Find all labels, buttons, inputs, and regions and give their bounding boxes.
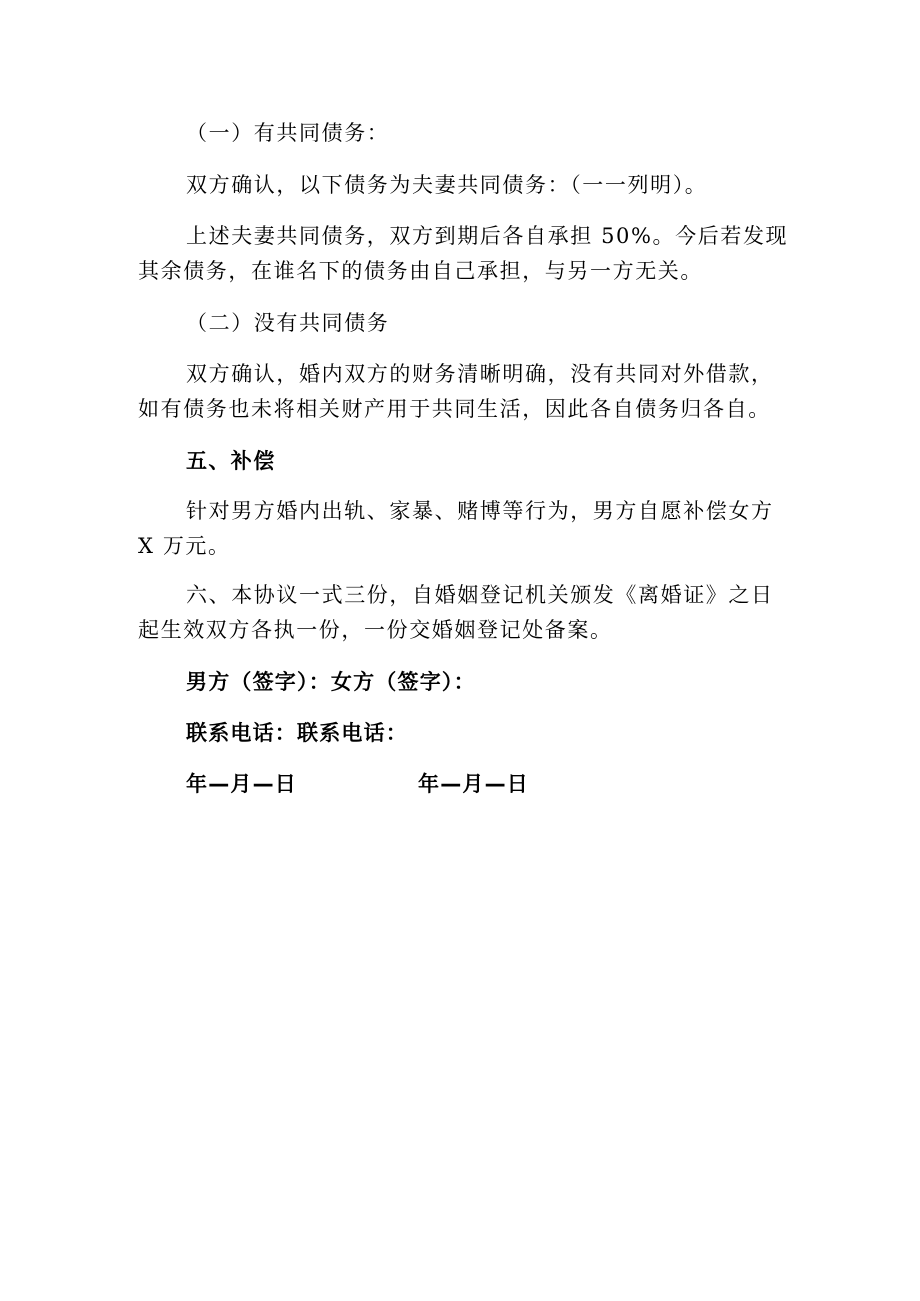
debt-none-paragraph: 双方确认，婚内双方的财务清晰明确，没有共同对外借款， 如有债务也未将相关财产用于共同生活，因此各自债务归各自。 [138,362,774,421]
date-right: 年—月—日 [418,772,529,796]
debt-common-heading: （一）有共同债务： [186,121,390,145]
compensation-heading: 五、补偿 [186,449,276,473]
compensation-paragraph: 针对男方婚内出轨、家暴、赌博等行为，男方自愿补偿女方 X 万元。 [138,499,774,558]
date-row [186,768,606,803]
phone-line: 联系电话：联系电话： [186,721,408,745]
debt-common-split-paragraph: 上述夫妻共同债务，双方到期后各自承担 50%。今后若发现 其余债务，在谁名下的债务由自己承担，与另一方无关。 [138,224,789,283]
date-left: 年—月—日 [186,772,297,796]
copies-paragraph: 六、本协议一式三份，自婚姻登记机关颁发《离婚证》之日 起生效双方各执一份，一份交婚姻登记处备案。 [138,583,774,642]
debt-none-heading: （二）没有共同债务 [186,311,390,335]
signature-line: 男方（签字）：女方（签字）： [186,670,476,694]
debt-common-paragraph: 双方确认，以下债务为夫妻共同债务：（一一列明）。 [186,173,708,197]
